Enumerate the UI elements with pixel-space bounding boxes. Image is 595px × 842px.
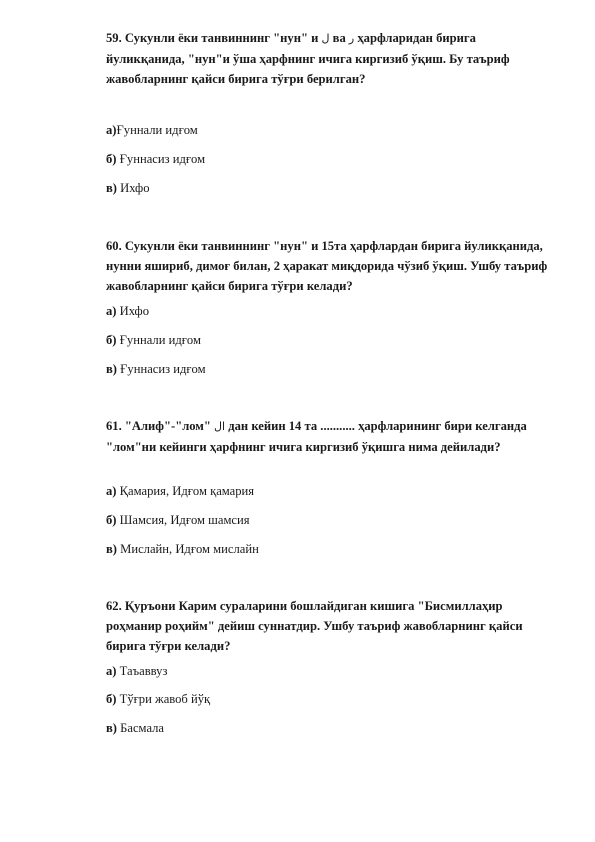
option-c: в) Ғуннасиз идғом (106, 362, 206, 376)
arabic-letter: ل (321, 32, 330, 45)
arabic-letter: ال (214, 420, 226, 433)
question-text: ва (329, 31, 349, 45)
option-a: а) Ихфо (106, 304, 150, 318)
option-c: в) Ихфо (106, 181, 150, 195)
question-text: 62. Қуръони Карим сураларини бошлайдиган кишига "Бисмиллаҳир роҳманир роҳийм" дейиш суннатдир. Ушбу таъриф жавобларнинг қайси бирига тўғри келади? (106, 599, 523, 653)
option-b: б) Тўғри жавоб йўқ (106, 692, 211, 706)
question-text: 60. Сукунли ёки танвиннинг "нун" и 15та ҳарфлардан бирига йуликқанида, нунни яшириб, димоғ билан, 2 ҳаракат миқдорида чўзиб ўқиш. Ушбу таъриф жавобларнинг қайси бирига тўғри келади? (106, 239, 548, 293)
option-c: в) Басмала (106, 721, 165, 735)
option-b: б) Ғуннали идғом (106, 333, 201, 347)
question-62 (106, 596, 554, 656)
option-c: в) Мислайн, Идғом мислайн (106, 542, 259, 556)
option-b: б) Ғуннасиз идғом (106, 152, 206, 166)
question-text: 61. "Алиф"-"лом" (106, 419, 215, 433)
arabic-letter: ر (348, 32, 355, 45)
option-a: а) Қамария, Идғом қамария (106, 484, 255, 498)
option-a: а)Ғуннали идғом (106, 123, 198, 137)
question-59 (106, 28, 554, 89)
question-text: ҳарфларидан бирига йуликқанида, "нун"и ўша ҳарфнинг ичига киргизиб ўқиш. Бу таъриф жавобларнинг қайси бирига тўғри берилган? (106, 31, 510, 86)
question-61 (106, 416, 554, 457)
question-text: дан кейин 14 та ........... ҳарфларининг бири келганда "лом"ни кейинги ҳарфнинг ичига киргизиб ўқишга нима дейилади? (106, 419, 527, 454)
option-a: а) Таъаввуз (106, 664, 168, 678)
option-b: б) Шамсия, Идғом шамсия (106, 513, 250, 527)
question-text: 59. Сукунли ёки танвиннинг "нун" и (106, 31, 322, 45)
question-60 (106, 236, 554, 296)
